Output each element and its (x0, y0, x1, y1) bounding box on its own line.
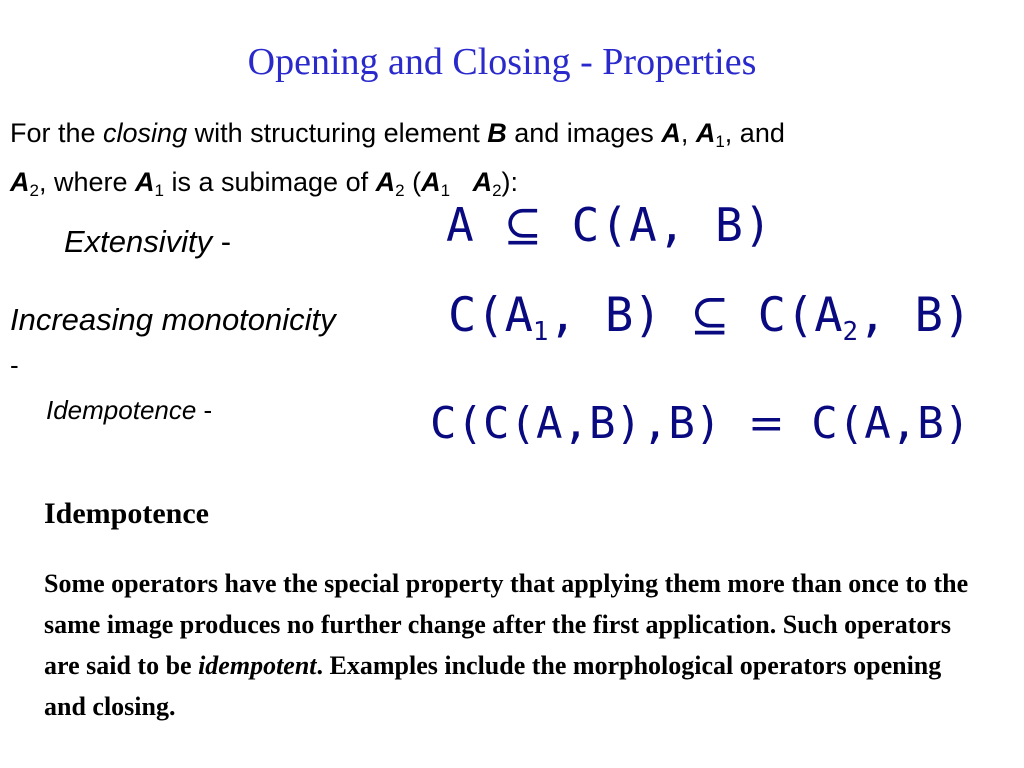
intro-text: is a subimage of (163, 167, 376, 197)
formula-term: C(A (757, 288, 843, 343)
intro-gap (450, 167, 473, 197)
intro-paragraph (10, 113, 1010, 211)
var-A2: A (10, 167, 30, 197)
formula-term: C(A, B) (571, 198, 773, 252)
property-dash: - (196, 395, 213, 425)
subset-eq-symbol: ⊆ (503, 198, 543, 252)
paragraph-text: . Examples include the morphological operators opening and closing. (44, 651, 942, 721)
formula-term: A (446, 198, 475, 252)
intro-text: ( (404, 167, 422, 197)
property-label: Idempotence (46, 395, 197, 425)
property-extensivity (64, 224, 231, 260)
idempotence-paragraph (44, 563, 974, 727)
subscript: 1 (154, 181, 164, 200)
subscript: 2 (842, 317, 859, 348)
var-A1: A (695, 118, 716, 148)
formula-term: C(A,B) (811, 398, 971, 449)
subscript: 1 (440, 181, 451, 200)
subscript: 1 (532, 317, 549, 348)
formula-term: , B) (858, 288, 972, 343)
intro-text: ): (501, 167, 519, 197)
idempotent-term: idempotent (198, 651, 317, 680)
var-A2: A (472, 167, 493, 197)
property-monotonicity-dash: - (10, 350, 19, 380)
formula-term: C(C(A,B),B) (430, 398, 722, 449)
var-A: A (661, 118, 681, 148)
formula-term: C(A (448, 288, 533, 343)
var-A1: A (421, 167, 441, 197)
var-B: B (487, 118, 507, 148)
subscript: 1 (715, 132, 725, 151)
var-A1: A (135, 167, 155, 197)
intro-text: with structuring element (187, 118, 488, 148)
formula-extensivity (446, 198, 773, 252)
subscript: 2 (395, 181, 405, 200)
formula-monotonicity (448, 288, 971, 347)
property-dash: - (212, 224, 232, 259)
equals-symbol: = (747, 398, 785, 449)
property-monotonicity (10, 302, 336, 338)
intro-text: and images (506, 118, 662, 148)
intro-text: For the (10, 118, 104, 148)
intro-closing-term: closing (103, 118, 188, 148)
subscript: 2 (492, 181, 502, 200)
intro-text: , (680, 118, 696, 148)
formula-term: , B) (548, 288, 662, 343)
var-A2: A (375, 167, 396, 197)
section-heading: Idempotence (44, 497, 209, 530)
property-label: Increasing monotonicity (10, 302, 336, 337)
intro-text: , where (38, 167, 136, 197)
formula-idempotence (430, 398, 970, 449)
property-label: Extensivity (64, 224, 213, 259)
subscript: 2 (29, 181, 39, 200)
property-idempotence (46, 395, 212, 426)
slide-title: Opening and Closing - Properties (247, 41, 757, 83)
paragraph-text: Some operators have the special property that applying them more than once to the same image produces no further change after the first application. Such operators are said to be (44, 569, 969, 680)
intro-text: , and (724, 118, 785, 148)
subset-eq-symbol: ⊆ (689, 288, 730, 343)
